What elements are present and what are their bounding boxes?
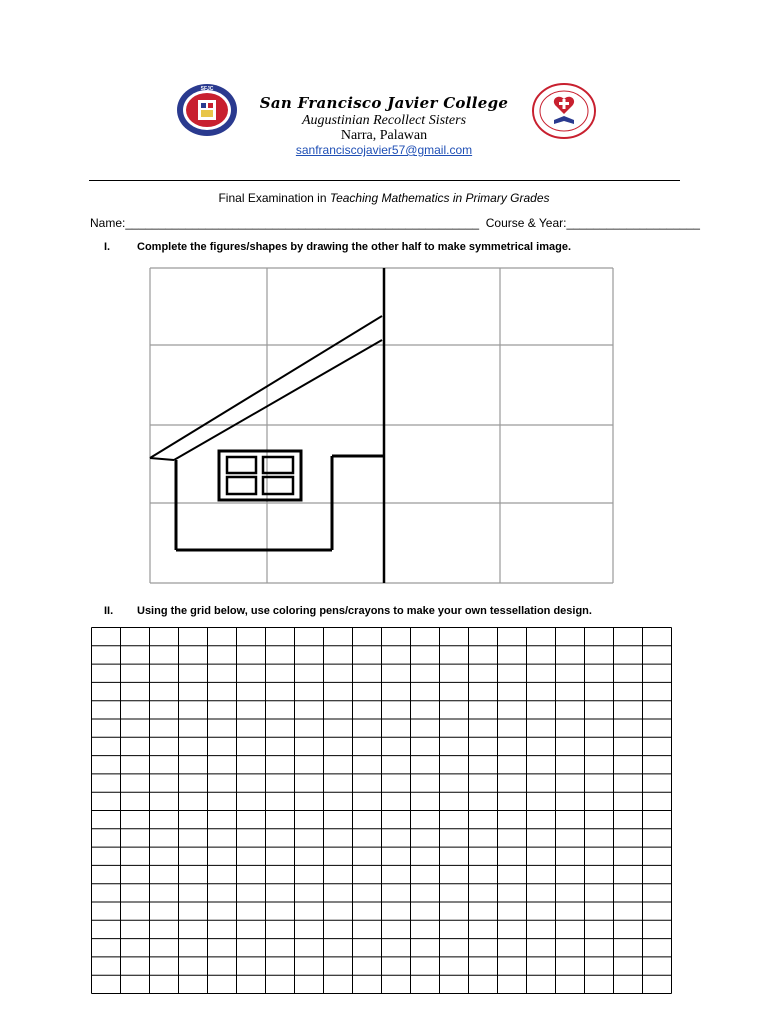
part2-number: II.	[104, 605, 114, 617]
college-name: San Francisco Javier College	[259, 94, 509, 112]
course-year-blank[interactable]: ____________________	[566, 216, 700, 230]
svg-text:SFJC: SFJC	[200, 86, 214, 92]
part1-number: I.	[104, 241, 111, 253]
college-email-link[interactable]: sanfranciscojavier57@gmail.com	[295, 143, 473, 157]
header-divider	[89, 180, 680, 181]
name-blank[interactable]: _____________________________________________________	[125, 216, 480, 230]
symmetry-figure[interactable]	[90, 258, 678, 588]
tessellation-grid[interactable]	[90, 626, 674, 996]
college-location: Narra, Palawan	[340, 128, 428, 143]
part1-instruction: Complete the figures/shapes by drawing the other half to make symmetrical image.	[137, 241, 572, 253]
name-label: Name:	[90, 216, 126, 230]
name-course-line	[90, 216, 700, 230]
part2-instruction: Using the grid below, use coloring pens/crayons to make your own tessellation design.	[137, 605, 592, 617]
course-year-label: Course & Year:	[485, 216, 567, 230]
exam-title	[0, 191, 768, 205]
exam-title-prefix: Final Examination in	[218, 191, 330, 205]
congregation-name: Augustinian Recollect Sisters	[301, 113, 467, 128]
exam-subject: Teaching Mathematics in Primary Grades	[329, 191, 550, 205]
